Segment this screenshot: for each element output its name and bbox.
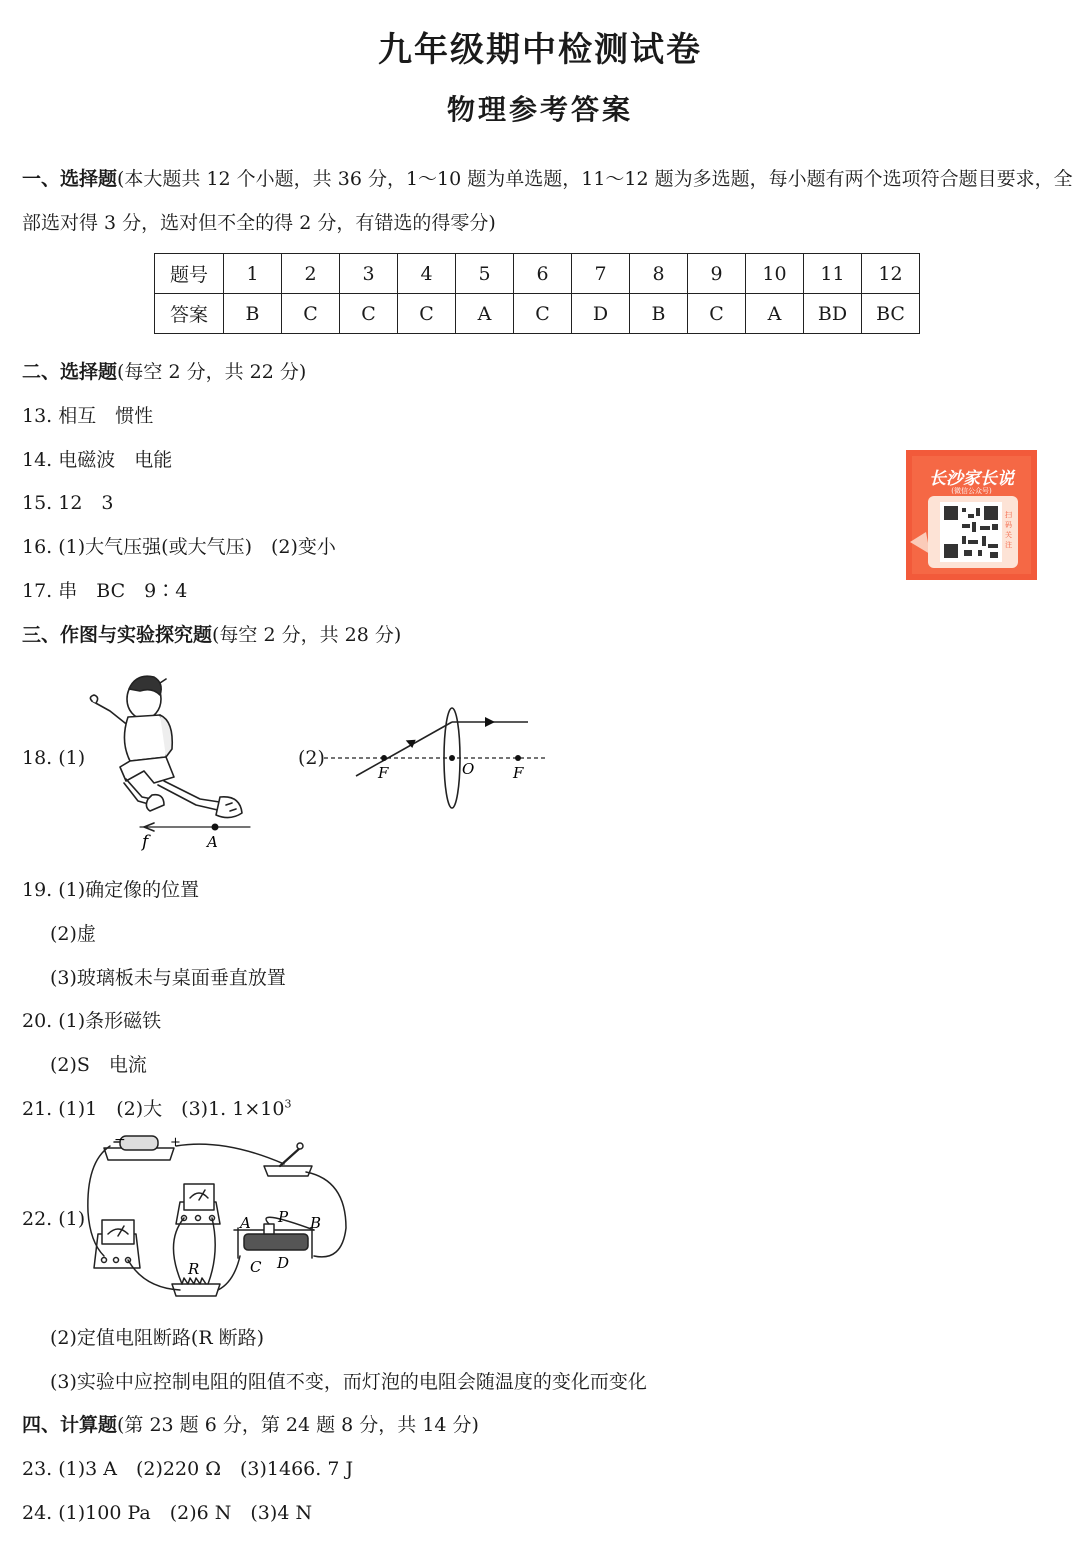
label-f: f bbox=[142, 832, 149, 852]
table-cell: BD bbox=[804, 294, 862, 334]
label-F-right: F bbox=[513, 764, 524, 782]
table-cell: C bbox=[514, 294, 572, 334]
label-B-terminal: B bbox=[310, 1214, 322, 1232]
table-cell: 5 bbox=[456, 254, 514, 294]
answer-19-3: (3)玻璃板未与桌面垂直放置 bbox=[50, 967, 286, 989]
table-row-answers bbox=[155, 294, 920, 334]
qr-badge bbox=[906, 450, 1037, 580]
circuit-figure bbox=[84, 1132, 364, 1304]
answer-19-1: 19. (1)确定像的位置 bbox=[22, 879, 200, 901]
section4-desc: (第 23 题 6 分，第 24 题 8 分，共 14 分) bbox=[117, 1414, 479, 1436]
qr-badge-side: 扫码关注 bbox=[1005, 511, 1012, 549]
table-cell: BC bbox=[862, 294, 920, 334]
label-A: A bbox=[207, 833, 218, 851]
label-C-terminal: C bbox=[250, 1258, 262, 1276]
table-cell: 1 bbox=[224, 254, 282, 294]
lens-figure bbox=[320, 700, 550, 815]
table-cell: A bbox=[746, 294, 804, 334]
page-title: 九年级期中检测试卷 bbox=[378, 30, 702, 70]
label-O: O bbox=[462, 760, 475, 778]
answer-19-2: (2)虚 bbox=[50, 923, 96, 945]
section4-heading: 四、计算题 bbox=[22, 1414, 118, 1436]
page-subtitle: 物理参考答案 bbox=[446, 93, 633, 126]
table-cell: 2 bbox=[282, 254, 340, 294]
label-minus: − bbox=[114, 1132, 126, 1148]
row-label-answer: 答案 bbox=[155, 294, 224, 334]
table-cell: 10 bbox=[746, 254, 804, 294]
label-R: R bbox=[188, 1260, 200, 1278]
answer-table bbox=[154, 253, 920, 334]
section2-desc: (每空 2 分，共 22 分) bbox=[117, 361, 307, 383]
answer-21-sup: 3 bbox=[284, 1097, 292, 1111]
runner-friction-figure bbox=[80, 665, 260, 855]
section3-heading: 三、作图与实验探究题 bbox=[22, 624, 213, 646]
section2-line bbox=[22, 357, 306, 384]
qr-badge-sub: (微信公众号) bbox=[951, 487, 992, 495]
answer-22-2: (2)定值电阻断路(R 断路) bbox=[50, 1327, 265, 1349]
answer-24: 24. (1)100 Pa (2)6 N (3)4 N bbox=[22, 1502, 313, 1524]
table-cell: C bbox=[398, 294, 456, 334]
table-cell: D bbox=[572, 294, 630, 334]
answer-13: 13. 相互 惯性 bbox=[22, 405, 154, 427]
table-cell: C bbox=[340, 294, 398, 334]
answer-16: 16. (1)大气压强(或大气压) (2)变小 bbox=[22, 536, 336, 558]
table-cell: 4 bbox=[398, 254, 456, 294]
section4-line bbox=[22, 1410, 479, 1437]
answer-20-2: (2)S 电流 bbox=[50, 1054, 147, 1076]
answer-17: 17. 串 BC 9∶4 bbox=[22, 580, 188, 602]
table-row-numbers bbox=[155, 254, 920, 294]
qr-badge-title: 长沙家长说 bbox=[929, 469, 1014, 489]
answer-21 bbox=[22, 1094, 291, 1121]
table-cell: 12 bbox=[862, 254, 920, 294]
answer-15: 15. 12 3 bbox=[22, 492, 114, 514]
section1-line1 bbox=[22, 164, 1073, 191]
row-label-number: 题号 bbox=[155, 254, 224, 294]
label-A-terminal: A bbox=[240, 1214, 251, 1232]
section2-heading: 二、选择题 bbox=[22, 361, 118, 383]
table-cell: 7 bbox=[572, 254, 630, 294]
answer-20-1: 20. (1)条形磁铁 bbox=[22, 1010, 162, 1032]
table-cell: 6 bbox=[514, 254, 572, 294]
q18-label: 18. (1) bbox=[22, 747, 86, 769]
table-cell: 3 bbox=[340, 254, 398, 294]
table-cell: A bbox=[456, 294, 514, 334]
table-cell: C bbox=[688, 294, 746, 334]
label-D-terminal: D bbox=[277, 1254, 290, 1272]
table-cell: C bbox=[282, 294, 340, 334]
section3-desc: (每空 2 分，共 28 分) bbox=[212, 624, 402, 646]
answer-23: 23. (1)3 A (2)220 Ω (3)1466. 7 J bbox=[22, 1458, 354, 1480]
table-cell: 8 bbox=[630, 254, 688, 294]
answer-21-text: 21. (1)1 (2)大 (3)1. 1×10 bbox=[22, 1098, 285, 1120]
table-cell: 9 bbox=[688, 254, 746, 294]
q22-label: 22. (1) bbox=[22, 1208, 86, 1230]
section3-line bbox=[22, 620, 401, 647]
section1-heading: 一、选择题 bbox=[22, 168, 118, 190]
table-cell: B bbox=[630, 294, 688, 334]
label-F-left: F bbox=[378, 764, 389, 782]
q18-part2-label: (2) bbox=[298, 747, 325, 769]
label-plus: + bbox=[170, 1135, 181, 1150]
answer-14: 14. 电磁波 电能 bbox=[22, 449, 173, 471]
section1-desc-line1: (本大题共 12 个小题，共 36 分，1～10 题为单选题，11～12 题为多选题，每小题有两个选项符合题目要求，全 bbox=[117, 168, 1073, 190]
table-cell: B bbox=[224, 294, 282, 334]
label-P: P bbox=[278, 1208, 289, 1226]
answer-22-3: (3)实验中应控制电阻的阻值不变，而灯泡的电阻会随温度的变化而变化 bbox=[50, 1371, 647, 1393]
table-cell: 11 bbox=[804, 254, 862, 294]
section1-desc-line2: 部选对得 3 分，选对但不全的得 2 分，有错选的得零分) bbox=[22, 212, 496, 234]
